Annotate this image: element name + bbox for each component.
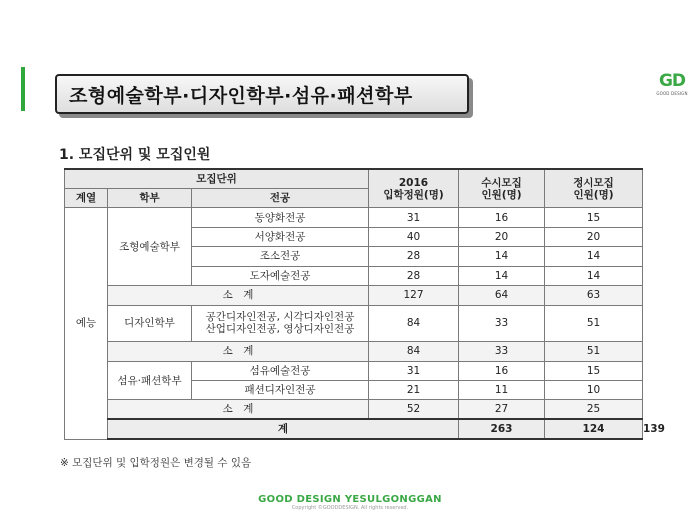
major-cell	[192, 305, 369, 342]
header-early	[459, 169, 545, 208]
early-cell: 27	[459, 400, 545, 419]
regular-cell: 63	[545, 286, 643, 305]
major-cell: 도자예술전공	[192, 266, 369, 285]
early-cell: 11	[459, 381, 545, 400]
header-regular-line2: 인원(명)	[573, 188, 614, 201]
major-line: 공간디자인전공, 시각디자인전공	[205, 311, 355, 324]
major-cell: 조소전공	[192, 247, 369, 266]
footer-copyright: Copyright ©GOODDESIGN. All rights reserved.	[291, 505, 409, 511]
quota-cell: 127	[369, 286, 459, 305]
header-faculty: 학부	[108, 188, 192, 207]
early-cell: 20	[459, 227, 545, 246]
early-cell: 124	[545, 419, 643, 439]
header-unit: 모집단위	[65, 169, 369, 188]
early-cell: 14	[459, 247, 545, 266]
faculty-cell: 조형예술학부	[108, 208, 192, 286]
header-quota-label: 입학정원(명)	[383, 188, 444, 201]
quota-cell: 28	[369, 247, 459, 266]
quota-cell: 40	[369, 227, 459, 246]
header-early-line1: 수시모집	[481, 176, 522, 189]
admissions-table	[64, 168, 665, 440]
header-regular-line1: 정시모집	[573, 176, 614, 189]
header-major: 전공	[192, 188, 369, 207]
page-title-box	[55, 74, 469, 114]
series-cell: 예능	[65, 208, 108, 439]
footer-logo	[0, 494, 700, 512]
footnote: ※ 모집단위 및 입학정원은 변경될 수 있음	[60, 457, 252, 469]
header-quota-2016	[369, 169, 459, 208]
early-cell: 33	[459, 342, 545, 361]
faculty-cell: 디자인학부	[108, 305, 192, 342]
page-title: 조형예술학부·디자인학부·섬유·패션학부	[69, 84, 413, 107]
major-cell: 섬유예술전공	[192, 361, 369, 380]
early-cell: 33	[459, 305, 545, 342]
subtotal-label: 소 계	[108, 342, 369, 361]
total-row: 계 263 124 139	[65, 419, 643, 439]
early-cell: 14	[459, 266, 545, 285]
subtotal-row	[65, 342, 643, 361]
accent-bar	[21, 67, 25, 111]
regular-cell: 14	[545, 266, 643, 285]
quota-cell: 84	[369, 342, 459, 361]
faculty-cell: 섬유·패션학부	[108, 361, 192, 400]
quota-cell: 31	[369, 361, 459, 380]
quota-cell: 28	[369, 266, 459, 285]
quota-cell: 263	[459, 419, 545, 439]
early-cell: 16	[459, 208, 545, 227]
header-quota-year: 2016	[398, 176, 429, 189]
subtotal-row	[65, 286, 643, 305]
quota-cell: 52	[369, 400, 459, 419]
early-cell: 16	[459, 361, 545, 380]
major-cell: 동양화전공	[192, 208, 369, 227]
subtotal-label: 소 계	[108, 400, 369, 419]
regular-cell: 10	[545, 381, 643, 400]
table-header-row	[65, 169, 643, 188]
total-label: 계	[108, 419, 459, 439]
quota-cell: 84	[369, 305, 459, 342]
section-heading: 1. 모집단위 및 모집인원	[59, 147, 211, 163]
major-line: 산업디자인전공, 영상디자인전공	[205, 323, 355, 336]
regular-cell: 15	[545, 361, 643, 380]
table-row	[65, 361, 643, 380]
logo-mark: GD	[658, 71, 686, 91]
early-cell: 64	[459, 286, 545, 305]
gd-logo	[655, 72, 689, 96]
quota-cell: 21	[369, 381, 459, 400]
regular-cell: 15	[545, 208, 643, 227]
regular-cell: 20	[545, 227, 643, 246]
regular-cell: 51	[545, 305, 643, 342]
header-early-line2: 인원(명)	[481, 188, 522, 201]
table-row	[65, 208, 643, 227]
logo-tagline: GOOD DESIGN	[656, 91, 688, 96]
header-series: 계열	[65, 188, 108, 207]
regular-cell: 51	[545, 342, 643, 361]
major-cell: 서양화전공	[192, 227, 369, 246]
subtotal-row	[65, 400, 643, 419]
subtotal-label: 소 계	[108, 286, 369, 305]
major-cell: 패션디자인전공	[192, 381, 369, 400]
header-regular	[545, 169, 643, 208]
footer-brand: GOOD DESIGN YESULGONGGAN	[258, 494, 442, 505]
regular-cell: 14	[545, 247, 643, 266]
regular-cell: 25	[545, 400, 643, 419]
table-row	[65, 305, 643, 342]
quota-cell: 31	[369, 208, 459, 227]
